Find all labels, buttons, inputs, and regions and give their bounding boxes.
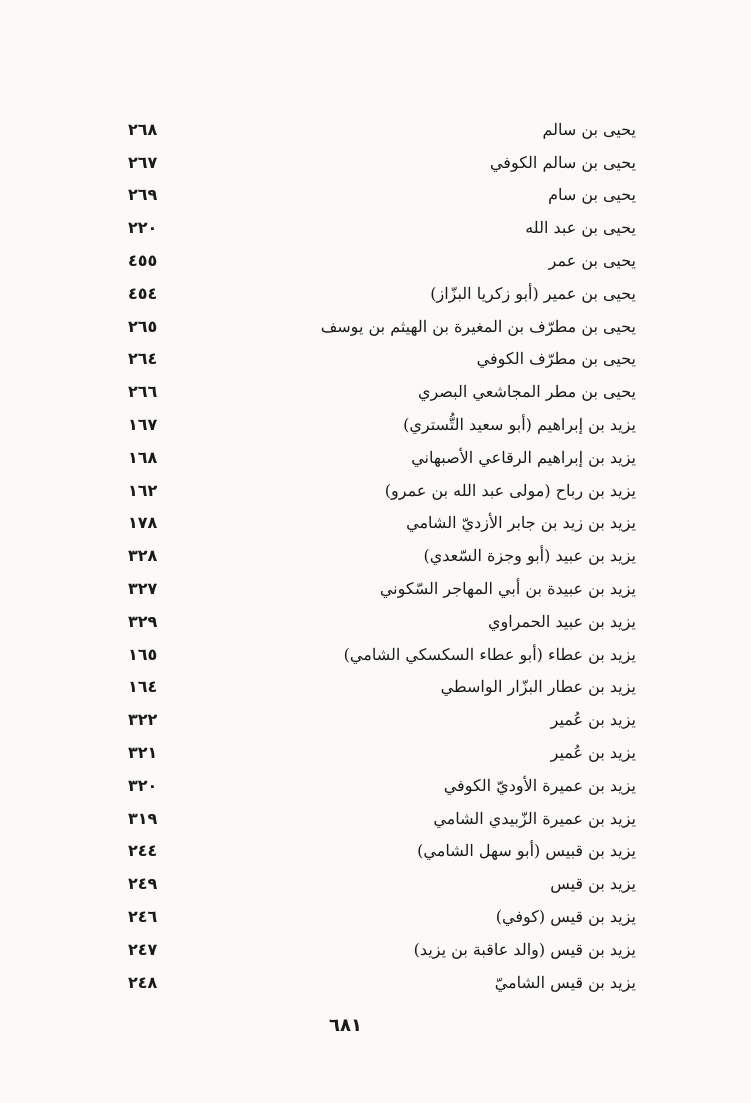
- index-entry: [128, 408, 636, 441]
- index-entry: [128, 441, 636, 474]
- entry-name: يزيد بن قيس (والد عاقبة بن يزيد): [413, 939, 636, 959]
- index-entry: [128, 671, 636, 704]
- entry-page-number: ٣٢٩: [128, 611, 158, 631]
- entry-page-number: ١٧٨: [128, 513, 158, 533]
- index-entry: [128, 244, 636, 277]
- entry-name: يزيد بن زيد بن جابر الأزديّ الشامي: [406, 513, 636, 533]
- entry-name: يزيد بن إبراهيم (أبو سعيد التُّستري): [403, 415, 636, 435]
- index-entry: [128, 507, 636, 540]
- index-entry: [128, 802, 636, 835]
- entry-page-number: ٢٦٤: [128, 349, 158, 369]
- entry-name: يحيى بن سالم: [542, 119, 636, 139]
- entry-name: يزيد بن عميرة الزّبيدي الشامي: [433, 808, 636, 828]
- entry-name: يزيد بن عطار البزّار الواسطي: [440, 677, 636, 697]
- entry-page-number: ٤٥٤: [128, 283, 158, 303]
- index-entry: [128, 539, 636, 572]
- entry-page-number: ٣٢٧: [128, 579, 158, 599]
- index-entry: [128, 277, 636, 310]
- entry-name: يزيد بن عبيدة بن أبي المهاجر السّكوني: [379, 579, 636, 599]
- entry-name: يزيد بن قبيس (أبو سهل الشامي): [417, 841, 636, 861]
- entry-name: يزيد بن قيس الشاميّ: [494, 972, 636, 992]
- index-entry: [128, 179, 636, 212]
- index-entry: [128, 867, 636, 900]
- entry-name: يحيى بن مطر المجاشعي البصري: [417, 382, 636, 402]
- entry-name: يحيى بن سالم الكوفي: [489, 152, 636, 172]
- entry-name: يحيى بن عمر: [548, 251, 636, 271]
- entry-page-number: ٢٢٠: [128, 218, 158, 238]
- index-entry: [128, 835, 636, 868]
- index-entry: [128, 900, 636, 933]
- entry-name: يحيى بن عمير (أبو زكريا البزّاز): [430, 283, 636, 303]
- entry-name: يزيد بن قيس: [550, 874, 636, 894]
- entry-page-number: ٣٢٢: [128, 710, 158, 730]
- index-entry: [128, 572, 636, 605]
- entry-name: يحيى بن مطرّف بن المغيرة بن الهيثم بن يوسف: [320, 316, 636, 336]
- entry-page-number: ٢٤٨: [128, 972, 158, 992]
- index-entry: [128, 605, 636, 638]
- entry-name: يحيى بن مطرّف الكوفي: [476, 349, 636, 369]
- entry-name: يزيد بن إبراهيم الرقاعي الأصبهاني: [411, 447, 636, 467]
- index-entry: [128, 703, 636, 736]
- index-entry: [128, 933, 636, 966]
- entry-name: يزيد بن رباح (مولى عبد الله بن عمرو): [384, 480, 636, 500]
- entry-page-number: ١٦٥: [128, 644, 158, 664]
- entry-page-number: ٢٤٤: [128, 841, 158, 861]
- entry-page-number: ٣٢٠: [128, 775, 158, 795]
- page-number: ٦٨١: [329, 1015, 362, 1036]
- entry-page-number: ٢٤٦: [128, 907, 158, 927]
- index-entry: [128, 966, 636, 999]
- entry-page-number: ٣٢٨: [128, 546, 158, 566]
- entry-page-number: ٢٦٦: [128, 382, 158, 402]
- entry-name: يزيد بن عطاء (أبو عطاء السكسكي الشامي): [343, 644, 636, 664]
- index-entry: [128, 113, 636, 146]
- entry-page-number: ٣٢١: [128, 743, 158, 763]
- entry-page-number: ١٦٤: [128, 677, 158, 697]
- entry-name: يزيد بن عُمير: [550, 710, 636, 730]
- entry-page-number: ٢٦٥: [128, 316, 158, 336]
- entry-page-number: ١٦٧: [128, 415, 158, 435]
- index-entry: [128, 736, 636, 769]
- entry-name: يحيى بن سام: [548, 185, 636, 205]
- entry-page-number: ٢٦٨: [128, 119, 158, 139]
- entry-name: يزيد بن عُمير: [550, 743, 636, 763]
- index-entry: [128, 310, 636, 343]
- index-entry: [128, 146, 636, 179]
- entry-page-number: ٢٤٧: [128, 939, 158, 959]
- entry-page-number: ٤٥٥: [128, 251, 158, 271]
- entry-name: يحيى بن عبد الله: [525, 218, 636, 238]
- entry-name: يزيد بن عميرة الأوديّ الكوفي: [443, 775, 636, 795]
- entry-page-number: ١٦٢: [128, 480, 158, 500]
- entry-page-number: ٣١٩: [128, 808, 158, 828]
- index-entry: [128, 211, 636, 244]
- index-list: [128, 113, 636, 999]
- entry-page-number: ١٦٨: [128, 447, 158, 467]
- entry-page-number: ٢٦٩: [128, 185, 158, 205]
- index-entry: [128, 474, 636, 507]
- index-entry: [128, 375, 636, 408]
- entry-name: يزيد بن عبيد (أبو وجزة السّعدي): [423, 546, 636, 566]
- entry-name: يزيد بن قيس (كوفي): [495, 907, 636, 927]
- index-entry: [128, 638, 636, 671]
- index-entry: [128, 769, 636, 802]
- entry-page-number: ٢٤٩: [128, 874, 158, 894]
- entry-name: يزيد بن عبيد الحمراوي: [487, 611, 636, 631]
- entry-page-number: ٢٦٧: [128, 152, 158, 172]
- index-entry: [128, 343, 636, 376]
